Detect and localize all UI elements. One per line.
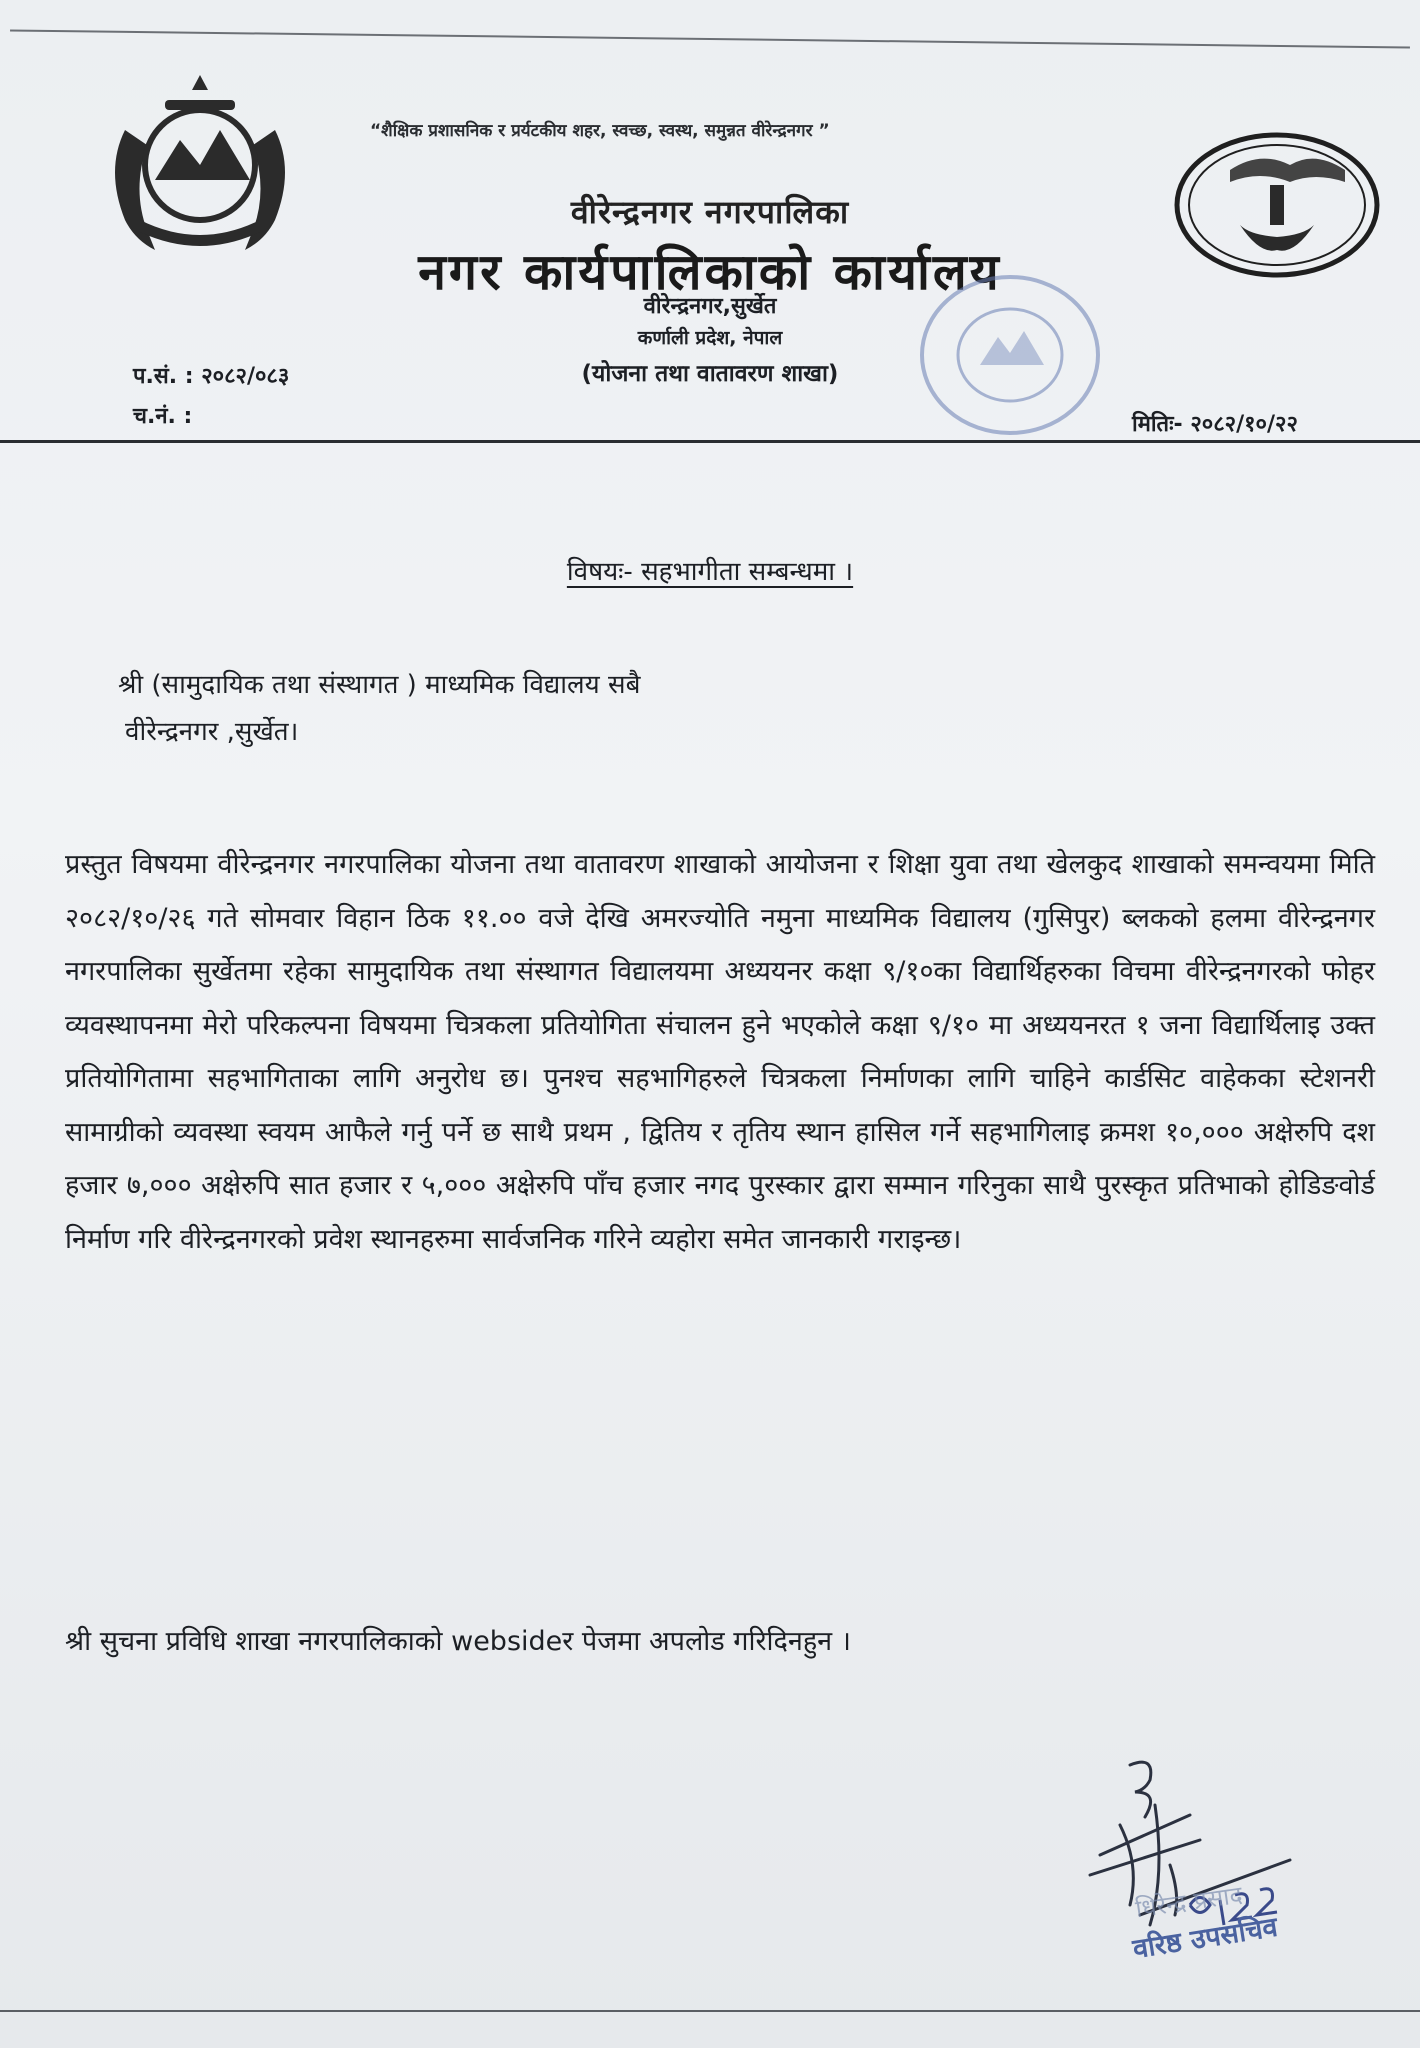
header-divider — [0, 440, 1420, 443]
municipality-name: वीरेन्द्रनगर नगरपालिका — [570, 193, 850, 231]
letter-date: मितिः- २०८२/१०/२२ — [1132, 412, 1298, 437]
dispatch-number: च.नं. : — [133, 404, 193, 429]
subject-line — [0, 552, 1420, 588]
letter-body: प्रस्तुत विषयमा वीरेन्द्रनगर नगरपालिका योजना तथा वातावरण शाखाको आयोजना र शिक्षा युवा तथा खेलकुद शाखाको समन्वयमा मिति २०८२/१०/२६ गते सोमवार विहान ठिक ११.०० वजे देखि अमरज्योति नमुना माध्यमिक विद्यालय (गुसिपुर) ब्लकको हलमा वीरेन्द्रनगर नगरपालिका सुर्खेतमा रहेका सामुदायिक तथा संस्थागत विद्यालयमा अध्ययनर कक्षा ९/१०का विद्यार्थिहरुका विचमा वीरेन्द्रनगरको फोहर व्यवस्थापनमा मेरो परिकल्पना विषयमा चित्रकला प्रतियोगिता संचालन हुने भएकोले कक्षा ९/१० मा अध्ययनरत १ जना विद्यार्थिलाइ उक्त प्रतियोगितामा सहभागिताका लागि अनुरोध छ। पुनश्च सहभागिहरुले चित्रकला निर्माणका लागि चाहिने कार्डसिट वाहेकका स्टेशनरी सामाग्रीको व्यवस्था स्वयम आफैले गर्नु पर्ने छ साथै प्रथम , द्वितिय र तृतिय स्थान हासिल गर्ने सहभागिलाइ क्रमश १०,००० अक्षेरुपि दश हजार ७,००० अक्षेरुपि सात हजार र ५,००० अक्षेरुपि पाँच हजार नगद पुरस्कार द्वारा सम्मान गरिनुका साथै पुरस्कृत प्रतिभाको होडिङवोर्ड निर्माण गरि वीरेन्द्रनगरको प्रवेश स्थानहरुमा सार्वजनिक गरिने व्यहोरा समेत जानकारी गराइन्छ। — [65, 849, 1375, 1255]
subject-text: विषयः- सहभागीता सम्बन्धमा । — [566, 557, 854, 587]
address-line-1: वीरेन्द्रनगर,सुर्खेत — [643, 294, 777, 319]
bottom-edge-line — [0, 2010, 1420, 2012]
signer-title: वरिष्ठ उपसचिव — [1130, 1911, 1280, 1966]
signer-name: धिरेन्द्र प्रसाद — [1133, 1880, 1244, 1924]
office-name: नगर कार्यपालिकाको कार्यालय — [418, 243, 1002, 301]
recipient-line-1: श्री (सामुदायिक तथा संस्थागत ) माध्यमिक विद्यालय सबै — [118, 670, 641, 700]
slogan: “शैक्षिक प्रशासनिक र प्रर्यटकीय शहर, स्वच्छ, स्वस्थ, समुन्नत वीरेन्द्रनगर ” — [370, 121, 830, 141]
reference-number: प.सं. : २०८२/०८३ — [133, 364, 290, 389]
office-seal-stamp-icon — [915, 270, 1105, 440]
recipient-line-2: वीरेन्द्रनगर ,सुर्खेत। — [125, 717, 299, 747]
branch-name: (योजना तथा वातावरण शाखा) — [581, 361, 839, 387]
address-line-2: कर्णाली प्रदेश, नेपाल — [637, 327, 783, 349]
top-edge-line — [10, 29, 1410, 48]
closing-line: श्री सुचना प्रविधि शाखा नगरपालिकाको websideर पेजमा अपलोड गरिदिनहुन । — [65, 1626, 851, 1657]
